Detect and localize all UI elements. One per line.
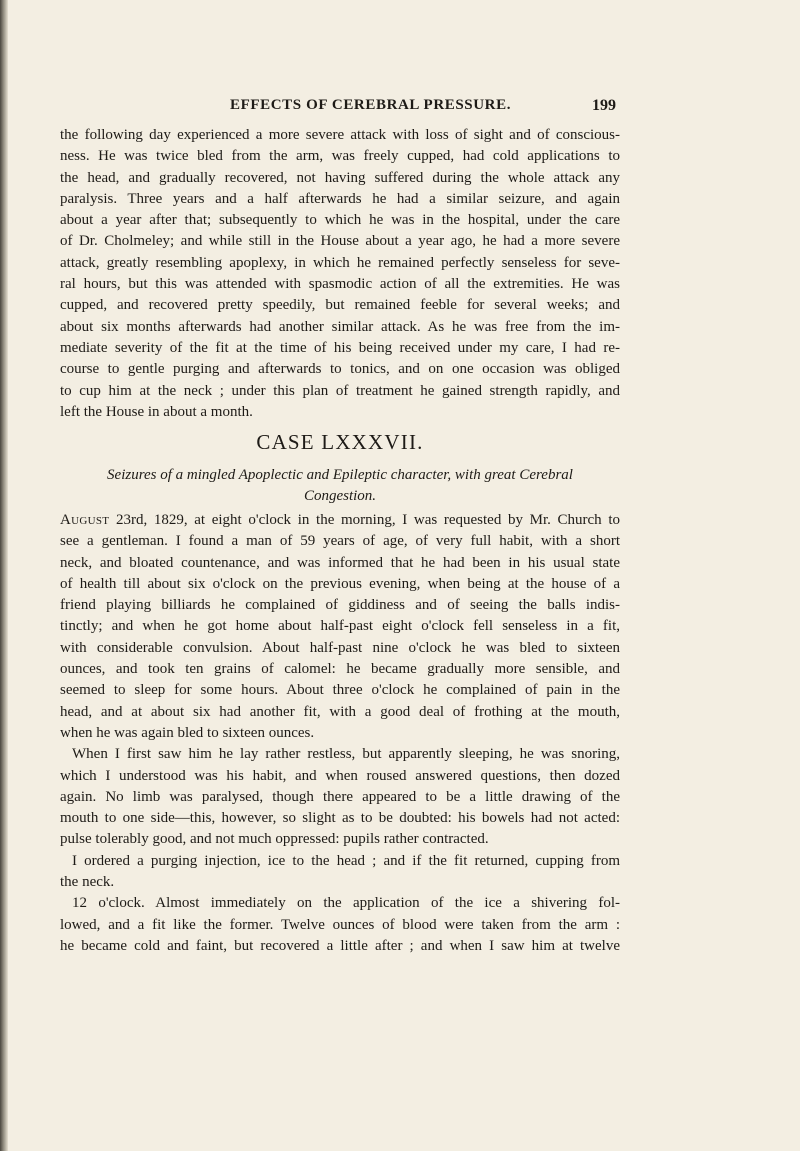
text-line: ness. He was twice bled from the arm, was freely cupped, had cold applications to [60,148,620,165]
text-line: neck, and bloated countenance, and was informed that he had been in his usual state [60,554,620,571]
case-subtitle-line: Seizures of a mingled Apoplectic and Epileptic character, with great Cerebral [107,467,573,483]
text-line: paralysis. Three years and a half afterwards he had a similar seizure, and again [60,190,620,207]
text-line: friend playing billiards he complained of giddiness and of seeing the balls indis- [60,597,620,614]
date-line-rest: 23rd, 1829, at eight o'clock in the morning, I was requested by Mr. Church to [109,512,620,528]
text-line: of Dr. Cholmeley; and while still in the House about a year ago, he had a more severe [60,233,620,250]
text-line [60,510,620,531]
text-line: ounces, and took ten grains of calomel: he became gradually more sensible, and [60,661,620,678]
case-narrative [60,510,620,957]
text-line: about a year after that; subsequently to which he was in the hospital, under the care [60,212,620,229]
text-line: the neck. [60,874,115,891]
text-line: ral hours, but this was attended with spasmodic action of all the extremities. He was [60,276,620,293]
case-subtitle-line: Congestion. [303,488,377,504]
case-subtitle [60,465,620,507]
paragraph-continued [60,125,620,423]
text-line: again. No limb was paralysed, though there appeared to be a little drawing of the [60,788,620,805]
text-line: When I first saw him he lay rather restless, but apparently sleeping, he was snoring, [72,746,620,763]
text-line: 12 o'clock. Almost immediately on the application of the ice a shivering fol- [72,895,620,912]
text-line: the following day experienced a more severe attack with loss of sight and of conscious- [60,127,620,143]
case-heading: CASE LXXXVII. [256,430,424,454]
text-line: head, and at about six had another fit, with a good deal of frothing at the mouth, [60,703,620,720]
text-line: to cup him at the neck ; under this plan of treatment he gained strength rapidly, and [60,382,620,399]
text-line: when he was again bled to sixteen ounces. [60,724,315,741]
text-line: mouth to one side—this, however, so slight as to be doubted: his bowels had not acted: [60,810,620,827]
text-line: lowed, and a fit like the former. Twelve ounces of blood were taken from the arm : [60,916,620,933]
text-line: about six months afterwards had another similar attack. As he was free from the im- [60,318,620,335]
text-line: the head, and gradually recovered, not having suffered during the whole attack any [60,169,620,186]
text-line: course to gentle purging and afterwards to tonics, and on one occasion was obliged [60,361,620,378]
text-line: of health till about six o'clock on the previous evening, when being at the house of a [60,575,620,592]
running-title: EFFECTS OF CEREBRAL PRESSURE. [230,97,512,113]
text-line: mediate severity of the fit at the time of his being received under my care, I had re- [60,339,620,356]
running-head [60,97,760,117]
text-line: which I understood was his habit, and when roused answered questions, then dozed [60,767,620,784]
text-line: I ordered a purging injection, ice to the head ; and if the fit returned, cupping from [72,852,620,869]
date-lead: August [60,512,110,528]
page-number: 199 [592,97,616,114]
page-binding-edge [0,0,8,1151]
text-line: seemed to sleep for some hours. About three o'clock he complained of pain in the [60,682,620,699]
book-page [60,0,800,1151]
text-line: pulse tolerably good, and not much oppressed: pupils rather contracted. [60,831,489,848]
text-line: with considerable convulsion. About half-past nine o'clock he was bled to sixteen [60,639,620,656]
text-line: cupped, and recovered pretty speedily, but remained feeble for several weeks; and [60,297,620,314]
text-line: tinctly; and when he got home about half-past eight o'clock fell senseless in a fit, [60,618,620,635]
text-line: attack, greatly resembling apoplexy, in which he remained perfectly senseless for seve- [60,254,620,271]
text-line: left the House in about a month. [60,403,253,420]
text-line: he became cold and faint, but recovered a little after ; and when I saw him at twelve [60,937,620,954]
text-line: see a gentleman. I found a man of 59 years of age, of very full habit, with a short [60,533,620,550]
